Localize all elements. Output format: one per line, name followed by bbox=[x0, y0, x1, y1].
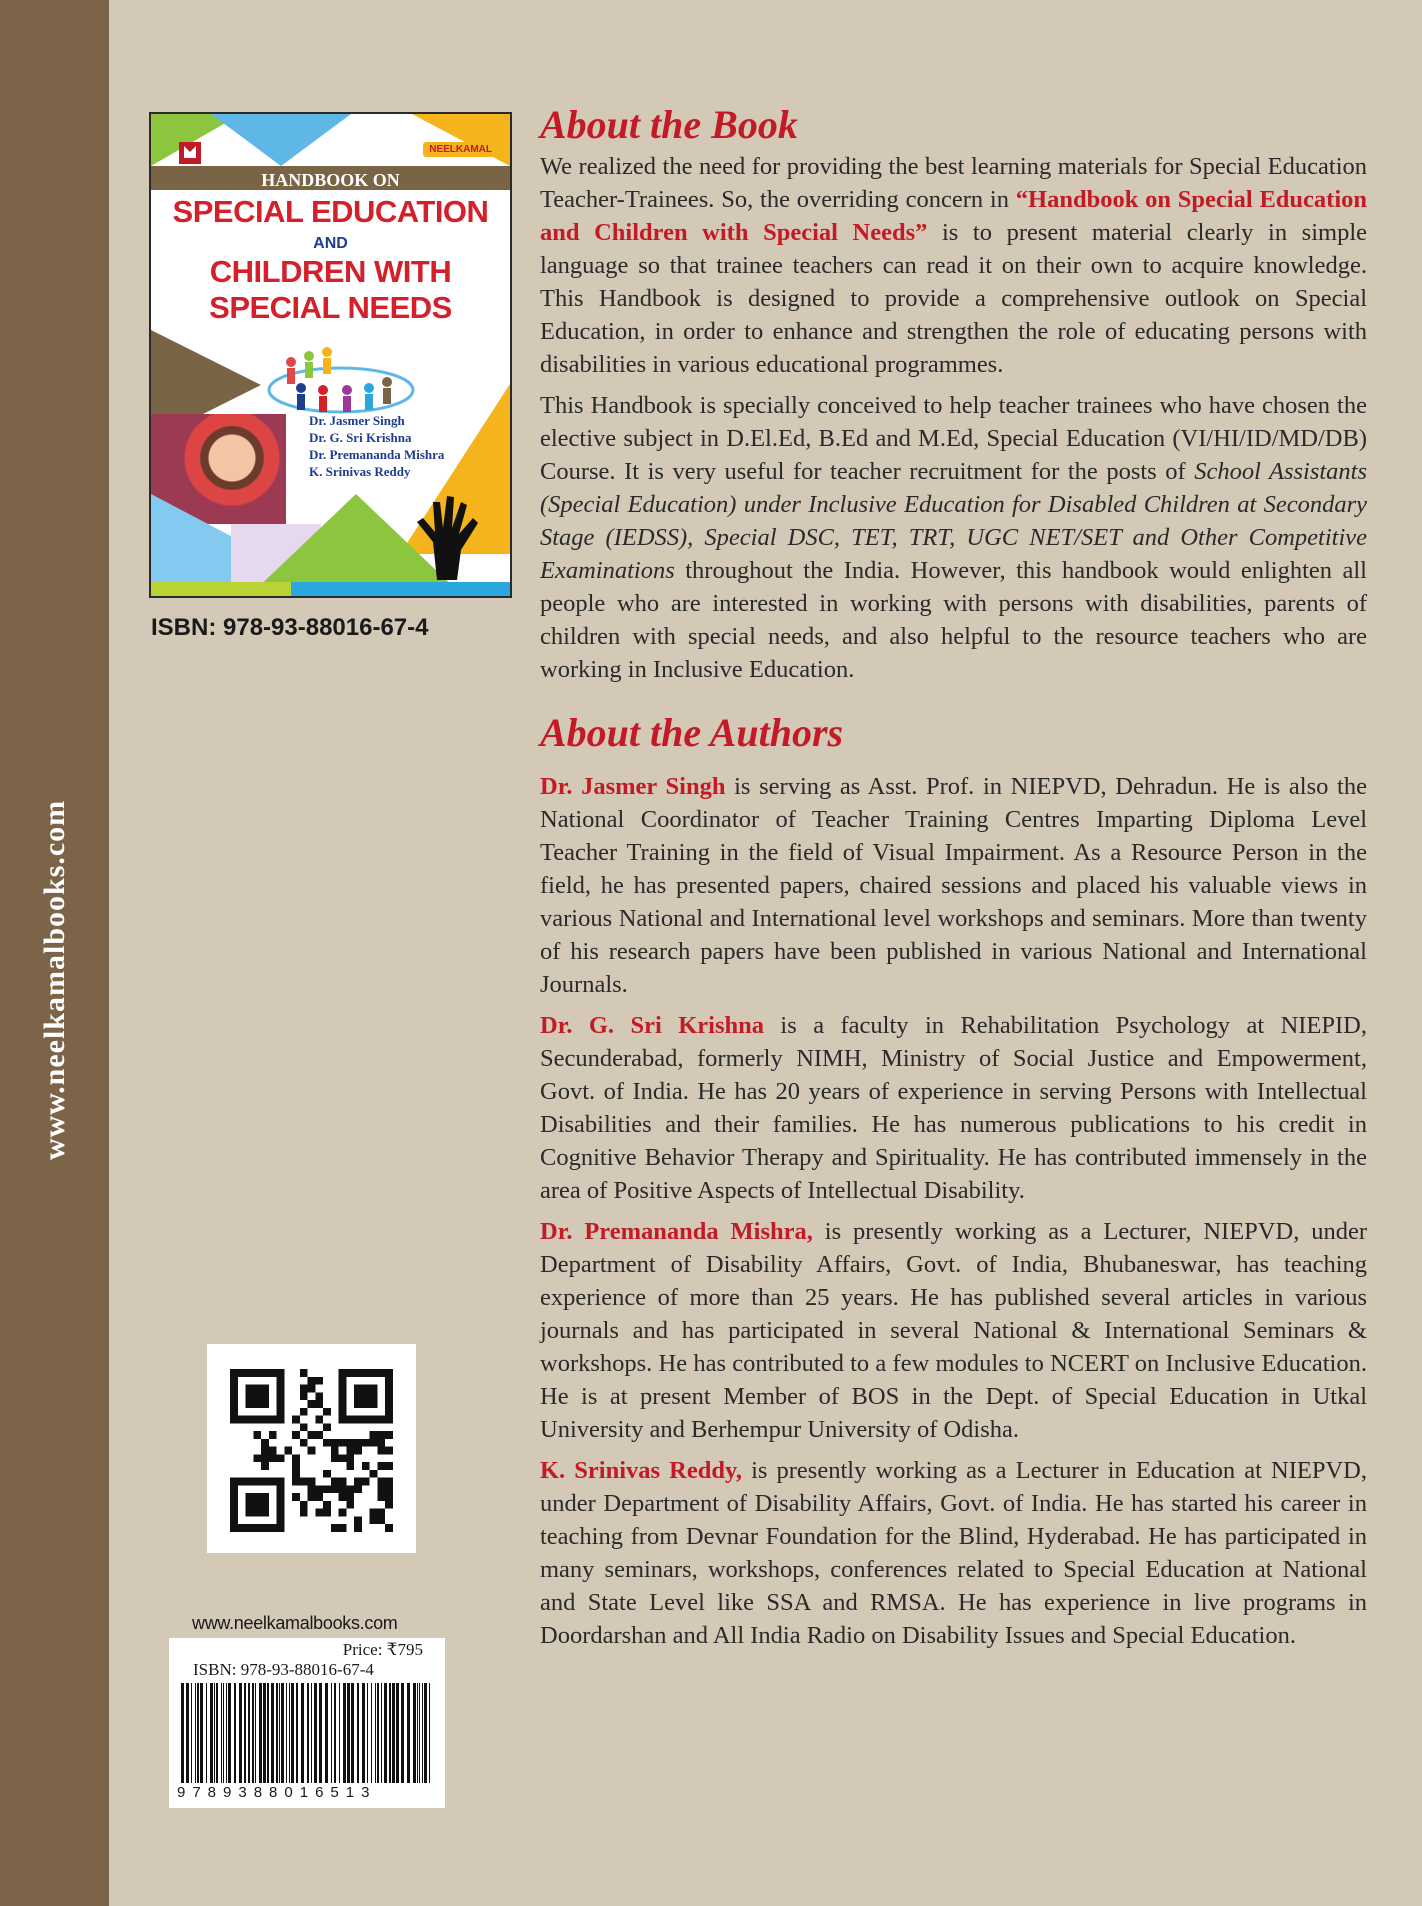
cover-title-line: SPECIAL NEEDS bbox=[209, 290, 452, 325]
exam-list: School Assistants (Special Education) under Inclusive Education for Disabled Children at Secondary Stage (IEDSS), Special DSC, TET, TRT, UGC NET/SET and Other Competitive Examinations bbox=[540, 458, 1368, 584]
book-title-highlight: “Handbook on Special Education and Children with Special Needs” bbox=[540, 186, 1367, 246]
about-authors-heading: About the Authors bbox=[540, 710, 844, 755]
cover-author-list bbox=[309, 412, 444, 480]
about-book-paragraph: This Handbook is specially conceived to help teacher trainees who have chosen the elective subject in D.El.Ed, B.Ed and M.Ed, Special Education (VI/HI/ID/MD/DB) Course. It is very useful for teacher recruitment for the posts of School Assistants (Special Education) under Inclusive Education for Disabled Children at Secondary Stage (IEDSS), Special DSC, TET, TRT, UGC NET/SET and Other Competitive Examinations throughout the India. However, this handbook would enlighten all people who are interested in working with persons with disabilities, parents of children with special needs, and also helpful to the resource teachers who are working in Inclusive Education. bbox=[540, 392, 1368, 683]
cover-publisher-badge: NEELKAMAL bbox=[423, 142, 498, 157]
author-name: Dr. Jasmer Singh bbox=[540, 773, 726, 800]
author-bio: Dr. Premananda Mishra, is presently working as a Lecturer, NIEPVD, under Department of Disability Affairs, Govt. of India, Bhubaneswar, has teaching experience of more than 25 years. He has published several articles in various journals and has participated in several National & International Seminars & workshops. He has contributed to a few modules to NCERT on Inclusive Education. He is at present Member of BOS in the Dept. of Special Education in Utkal University and Berhempur University of Odisha. bbox=[540, 1218, 1367, 1443]
barcode-icon bbox=[177, 1683, 437, 1783]
author-name: Dr. G. Sri Krishna bbox=[540, 1012, 764, 1039]
price: Price: ₹795 bbox=[342, 1640, 423, 1659]
cover-author: Dr. G. Sri Krishna bbox=[309, 430, 412, 445]
cover-author: Dr. Jasmer Singh bbox=[309, 413, 405, 428]
barcode-digits: 9789388016513 bbox=[177, 1784, 377, 1801]
author-name: Dr. Premananda Mishra, bbox=[540, 1218, 813, 1245]
author-name: K. Srinivas Reddy, bbox=[540, 1457, 742, 1484]
cover-decoration bbox=[291, 582, 510, 596]
qr-code bbox=[207, 1344, 416, 1553]
cover-title-line: CHILDREN WITH bbox=[209, 254, 452, 289]
barcode-label bbox=[169, 1638, 445, 1808]
author-bio: Dr. Jasmer Singh is serving as Asst. Prof. in NIEPVD, Dehradun. He is also the National Coordinator of Teacher Training Centres Imparting Diploma Level Teacher Training in the field of Visual Impairment. As a Resource Person in the field, he has presented papers, chaired sessions and placed his valuable views in various National and International level workshops and seminars. More than twenty of his research papers have been published in various National and International Journals. bbox=[540, 773, 1367, 998]
about-book-heading: About the Book bbox=[540, 102, 798, 147]
publisher-logo-icon bbox=[179, 142, 201, 164]
back-cover-text bbox=[540, 100, 1367, 1652]
cover-author: K. Srinivas Reddy bbox=[309, 464, 411, 479]
cover-title-line: SPECIAL EDUCATION bbox=[172, 194, 489, 229]
publisher-website: www.neelkamalbooks.com bbox=[192, 1613, 398, 1633]
cover-author: Dr. Premananda Mishra bbox=[309, 447, 445, 462]
about-authors-section bbox=[540, 708, 1367, 1652]
cover-header: HANDBOOK ON bbox=[261, 170, 400, 190]
children-illustration-icon bbox=[261, 342, 421, 422]
front-cover-thumbnail bbox=[149, 112, 512, 598]
barcode-isbn: ISBN: 978-93-88016-67-4 bbox=[193, 1660, 374, 1679]
author-bio: Dr. G. Sri Krishna is a faculty in Rehabilitation Psychology at NIEPID, Secunderabad, formerly NIMH, Ministry of Social Justice and Empowerment, Govt. of India. He has 20 years of experience in serving Persons with Intellectual Disabilities and their families. He has numerous publications to his credit in Cognitive Behavior Therapy and Spirituality. He has contributed immensely in the area of Positive Aspects of Intellectual Disability. bbox=[540, 1012, 1367, 1204]
author-bio: K. Srinivas Reddy, is presently working as a Lecturer in Education at NIEPVD, under Department of Disability Affairs, Govt. of India. He has started his career in teaching from Devnar Foundation for the Blind, Hyderabad. He has participated in many seminars, workshops, conferences related to Special Education at National and State Level like SSA and RMSA. He has experience in live programs in Doordarshan and All India Radio on Disability Issues and Special Education. bbox=[540, 1457, 1367, 1649]
hands-icon bbox=[407, 492, 487, 582]
about-book-paragraph: We realized the need for providing the best learning materials for Special Education Teacher-Trainees. So, the overriding concern in “Handbook on Special Education and Children with Special Needs” is to present material clearly in simple language so that trainee teachers can read it on their own to acquire knowledge. This Handbook is designed to provide a comprehensive outlook on Special Education, in order to enhance and strengthen the role of educating persons with disabilities in various educational programmes. bbox=[540, 153, 1368, 378]
cover-title-line: AND bbox=[313, 235, 348, 252]
spine bbox=[0, 0, 109, 1906]
spine-website-url: www.neelkamalbooks.com bbox=[38, 799, 71, 1161]
qr-code-icon bbox=[230, 1369, 393, 1532]
cover-isbn: ISBN: 978-93-88016-67-4 bbox=[151, 614, 429, 641]
cover-decoration bbox=[370, 114, 510, 166]
